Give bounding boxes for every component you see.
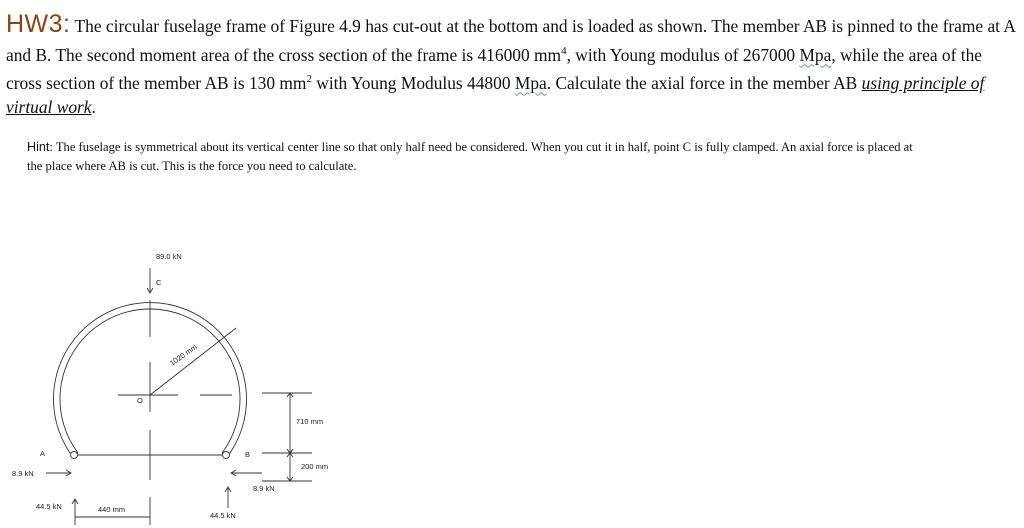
hint-text: : The fuselage is symmetrical about its vertical center line so that only half need be considered. When you cut it in half, point C is fully clamped. An axial force is placed at the place where AB is cut. This is the force you need to calculate. bbox=[27, 140, 913, 173]
label-1020mm: 1020 mm bbox=[167, 342, 199, 368]
homework-label: HW3: bbox=[6, 10, 71, 38]
label-710mm: 710 mm bbox=[296, 417, 324, 426]
radius-line bbox=[150, 328, 236, 395]
label-200mm: 200 mm bbox=[301, 462, 329, 471]
label-8-9kn-right: 8.9 kN bbox=[253, 484, 275, 493]
virtual-work-phrase: using principle of virtual work bbox=[6, 72, 985, 118]
label-b: B bbox=[245, 450, 251, 459]
hint-label: Hint bbox=[27, 140, 50, 154]
problem-text-6: . bbox=[91, 97, 96, 118]
label-a: A bbox=[40, 449, 46, 458]
problem-text-4: with Young Modulus 44800 bbox=[311, 72, 515, 93]
label-440mm: 440 mm bbox=[98, 505, 126, 514]
label-89kn: 89.0 kN bbox=[156, 252, 182, 261]
label-44-5kn-left: 44.5 kN bbox=[36, 502, 62, 511]
point-b-pin bbox=[223, 452, 230, 459]
point-a-pin bbox=[71, 452, 78, 459]
mpa-word-2: Mpa bbox=[514, 72, 547, 93]
problem-text-2: , with Young modulus of 267000 bbox=[566, 44, 800, 65]
problem-text-5: . Calculate the axial force in the member AB bbox=[546, 72, 862, 93]
problem-text-1: The circular fuselage frame of Figure 4.9 has cut-out at the bottom and is loaded as shown. The member AB is pinned to the frame at A and B. The second moment area of the cross section of the frame is 416000 mm bbox=[6, 16, 1015, 65]
label-44-5kn-right: 44.5 kN bbox=[210, 511, 236, 520]
label-o: O bbox=[137, 396, 143, 405]
superscript-4: 4 bbox=[561, 44, 567, 57]
superscript-2: 2 bbox=[306, 72, 312, 85]
problem-text-3: , while the area of the cross section of the member AB is 130 mm bbox=[6, 44, 982, 93]
mpa-word-1: Mpa bbox=[799, 44, 832, 65]
label-8-9kn-left: 8.9 kN bbox=[12, 469, 34, 478]
label-c: C bbox=[156, 278, 162, 287]
